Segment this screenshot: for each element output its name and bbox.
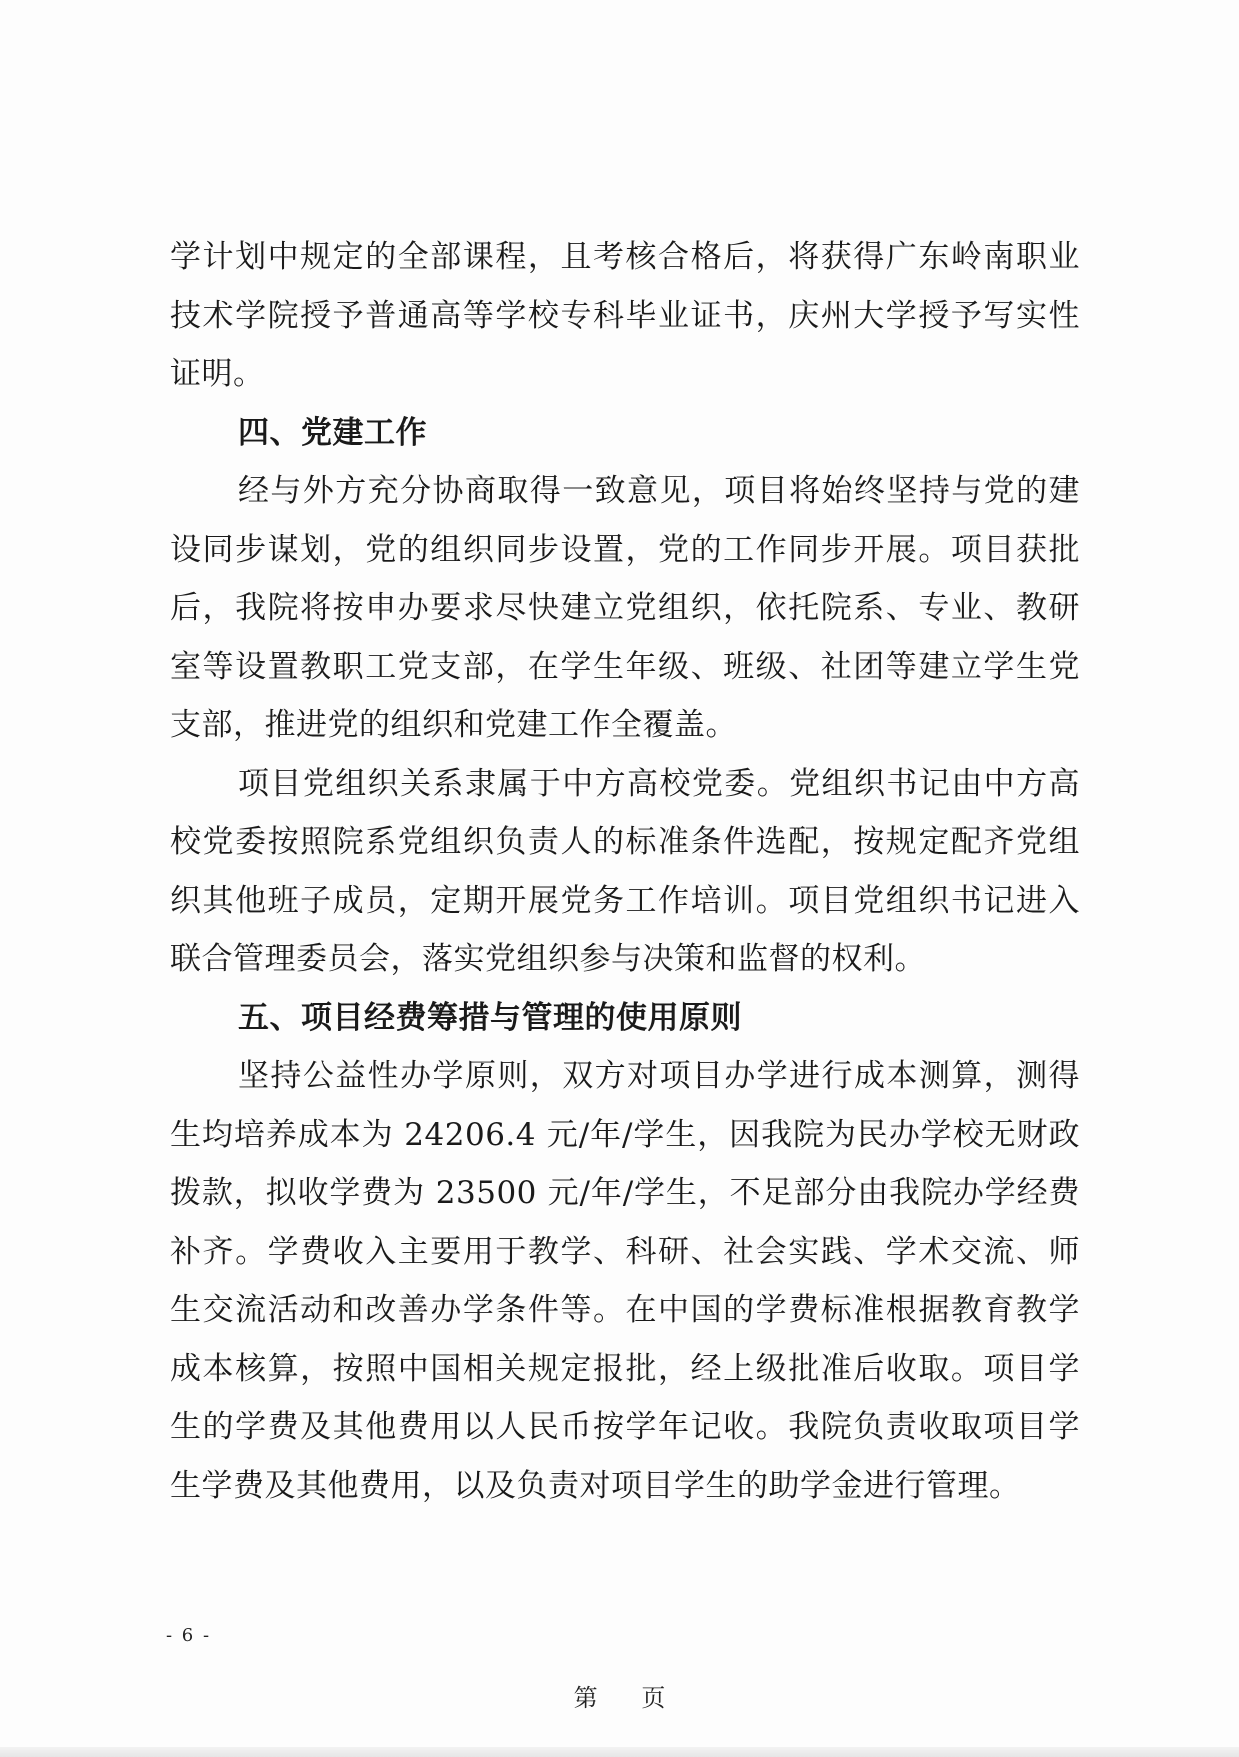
body-line: 校党委按照院系党组织负责人的标准条件选配，按规定配齐党组 xyxy=(170,824,1080,860)
footer-label-right: 页 xyxy=(641,1684,666,1712)
body-line: 经与外方充分协商取得一致意见，项目将始终坚持与党的建 xyxy=(238,473,1080,509)
body-line: 织其他班子成员，定期开展党务工作培训。项目党组织书记进入 xyxy=(170,882,1080,919)
body-line: 后，我院将按申办要求尽快建立党组织，依托院系、专业、教研 xyxy=(170,590,1080,626)
body-line: 生均培养成本为 24206.4 元/年/学生，因我院为民办学校无财政 xyxy=(170,1116,1080,1153)
body-line: 成本核算，按照中国相关规定报批，经上级批准后收取。项目学 xyxy=(170,1350,1080,1387)
page-number: - 6 - xyxy=(166,1625,212,1646)
body-line: 生交流活动和改善办学条件等。在中国的学费标准根据教育教学 xyxy=(170,1292,1080,1328)
body-line: 学计划中规定的全部课程，且考核合格后，将获得广东岭南职业 xyxy=(170,239,1080,275)
body-line: 室等设置教职工党支部，在学生年级、班级、社团等建立学生党 xyxy=(170,648,1080,685)
body-line: 补齐。学费收入主要用于教学、科研、社会实践、学术交流、师 xyxy=(170,1233,1080,1270)
body-line: 拨款，拟收学费为 23500 元/年/学生，不足部分由我院办学经费 xyxy=(170,1175,1080,1211)
footer-label-left: 第 xyxy=(573,1684,598,1712)
section-heading-party-building: 四、党建工作 xyxy=(238,414,427,451)
body-line: 技术学院授予普通高等学校专科毕业证书，庆州大学授予写实性 xyxy=(170,297,1080,334)
footer-page-label xyxy=(0,1678,1239,1713)
body-line: 联合管理委员会，落实党组织参与决策和监督的权利。 xyxy=(170,941,926,977)
body-line: 项目党组织关系隶属于中方高校党委。党组织书记由中方高 xyxy=(238,765,1080,802)
body-line: 设同步谋划，党的组织同步设置，党的工作同步开展。项目获批 xyxy=(170,531,1080,568)
body-line: 坚持公益性办学原则，双方对项目办学进行成本测算，测得 xyxy=(238,1058,1080,1094)
document-body xyxy=(170,228,1080,1515)
scan-edge xyxy=(0,1747,1239,1757)
body-line: 证明。 xyxy=(170,356,265,392)
body-line: 生的学费及其他费用以人民币按学年记收。我院负责收取项目学 xyxy=(170,1409,1080,1445)
section-heading-funding: 五、项目经费筹措与管理的使用原则 xyxy=(238,999,742,1036)
body-line: 支部，推进党的组织和党建工作全覆盖。 xyxy=(170,707,737,743)
body-line: 生学费及其他费用，以及负责对项目学生的助学金进行管理。 xyxy=(170,1467,1021,1504)
